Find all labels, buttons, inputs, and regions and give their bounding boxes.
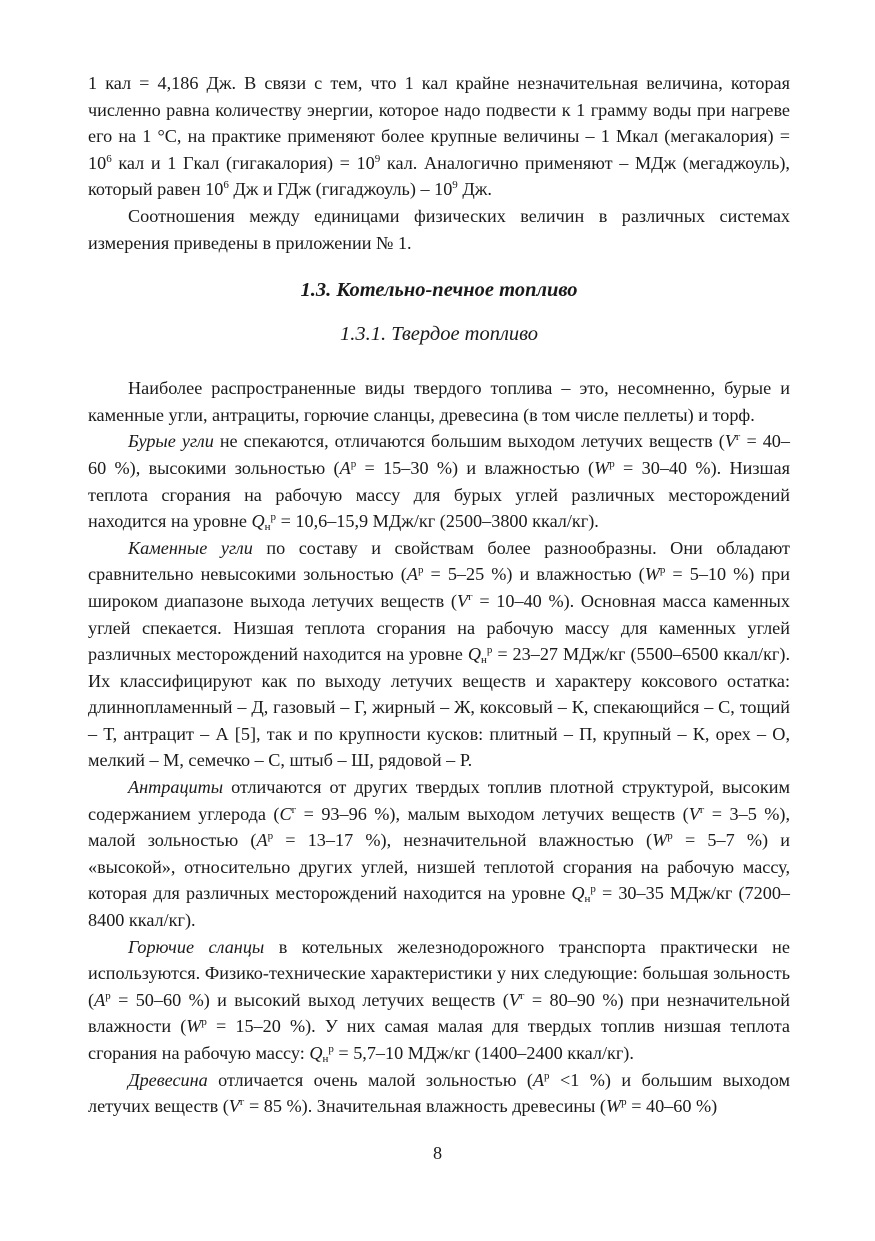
subsection-heading: 1.3.1. Твердое топливо [339,323,539,346]
paragraph-hard-coal: Каменные угли по составу и свойствам более разнообразны. Они обладают сравнительно невысокими зольностью ($A^р = 5-25$ %) и влажностью ($W^р = 5-10$ %) при широком диапазоне выхода летучих веществ ($V^г = 10-40$ %). Основная масса каменных углей спекается. Низшая теплота сгорания на рабочую массу для каменных углей различных месторождений находится на уровне $Q_н^р = 23-27$ МДж/кг (5500–6500 ккал/кг). Их классифицируют как по выходу летучих веществ и характеру коксового остатка: длиннопламенный – Д, газовый – Г, жирный – Ж, коксовый – К, спекающийся – С, тощий – Т, антрацит – А [5], так и по крупности кусков: плитный – П, крупный – К, орех – О, мелкий – М, семечко – С, штыб – Ш, рядовой – Р. [88,537,790,771]
paragraph-units: 1 кал = 4,186 Дж. В связи с тем, что 1 кал крайне незначительная величина, которая численно равна количеству энергии, которое надо подвести к 1 грамму воды при нагреве его на 1 °С, на практике применяют более крупные величины – 1 Мкал (мегакалория) = $10^6$ кал и 1 Гкал (гигакалория) = $10^9$ кал. Аналогично применяют – МДж (мегаджоуль), который равен $10^6$ Дж и ГДж (гигаджоуль) – $10^9$ Дж. [88,73,790,200]
paragraph-anthracite: Антрациты отличаются от других твердых топлив плотной структурой, высоким содержанием углерода ($C^г = 93-96$ %), малым выходом летучих веществ ($V^г = 3-5$ %), малой зольностью ($A^р = 13-17$ %), незначительной влажностью ($W^р = 5-7$ %) и «высокой», относительно других углей, низшей теплотой сгорания на рабочую массу, которая для различных месторождений находится на уровне $Q_н^р = 30-35$ МДж/кг (7200–8400 ккал/кг). [88,777,791,931]
page-number: 8 [432,1143,443,1163]
paragraph-solid-fuel-types: Наиболее распространенные виды твердого топлива – это, несомненно, бурые и каменные угли, антрациты, горючие сланцы, древесина (в том числе пеллеты) и торф. [88,378,790,425]
section-heading: 1.3. Котельно-печное топливо [300,279,578,302]
paragraph-oil-shale: Горючие сланцы в котельных железнодорожного транспорта практически не используются. Физико-технические характеристики у них следующие: большая зольность ($A^р = 50-60$ %) и высокий выход летучих веществ ($V^г = 80-90$ %) при незначительной влажности ($W^р = 15-20$ %). У них самая малая для твердых топлив низшая теплота сгорания на рабочую массу: $Q_н^р = 5,7-10$ МДж/кг (1400–2400 ккал/кг). [88,936,790,1065]
paragraph-appendix-reference: Соотношения между единицами физических величин в различных системах измерения приведены в приложении № 1. [88,205,790,253]
page-body [88,70,790,1120]
paragraph-wood: Древесина отличается очень малой зольностью ($A^р <1$ %) и большим выходом летучих веществ ($V^г = 85$ %). Значительная влажность древесины ($W^р = 40-60$ %) [88,1069,790,1117]
paragraph-brown-coal: Бурые угли не спекаются, отличаются большим выходом летучих веществ ($V^г = 40-60$ %), высокими зольностью ($A^р = 15-30$ %) и влажностью ($W^р = 30-40$ %). Низшая теплота сгорания на рабочую массу для бурых углей различных месторождений находится на уровне $Q_н^р = 10,6-15,9$ МДж/кг (2500–3800 ккал/кг). [88,431,790,534]
